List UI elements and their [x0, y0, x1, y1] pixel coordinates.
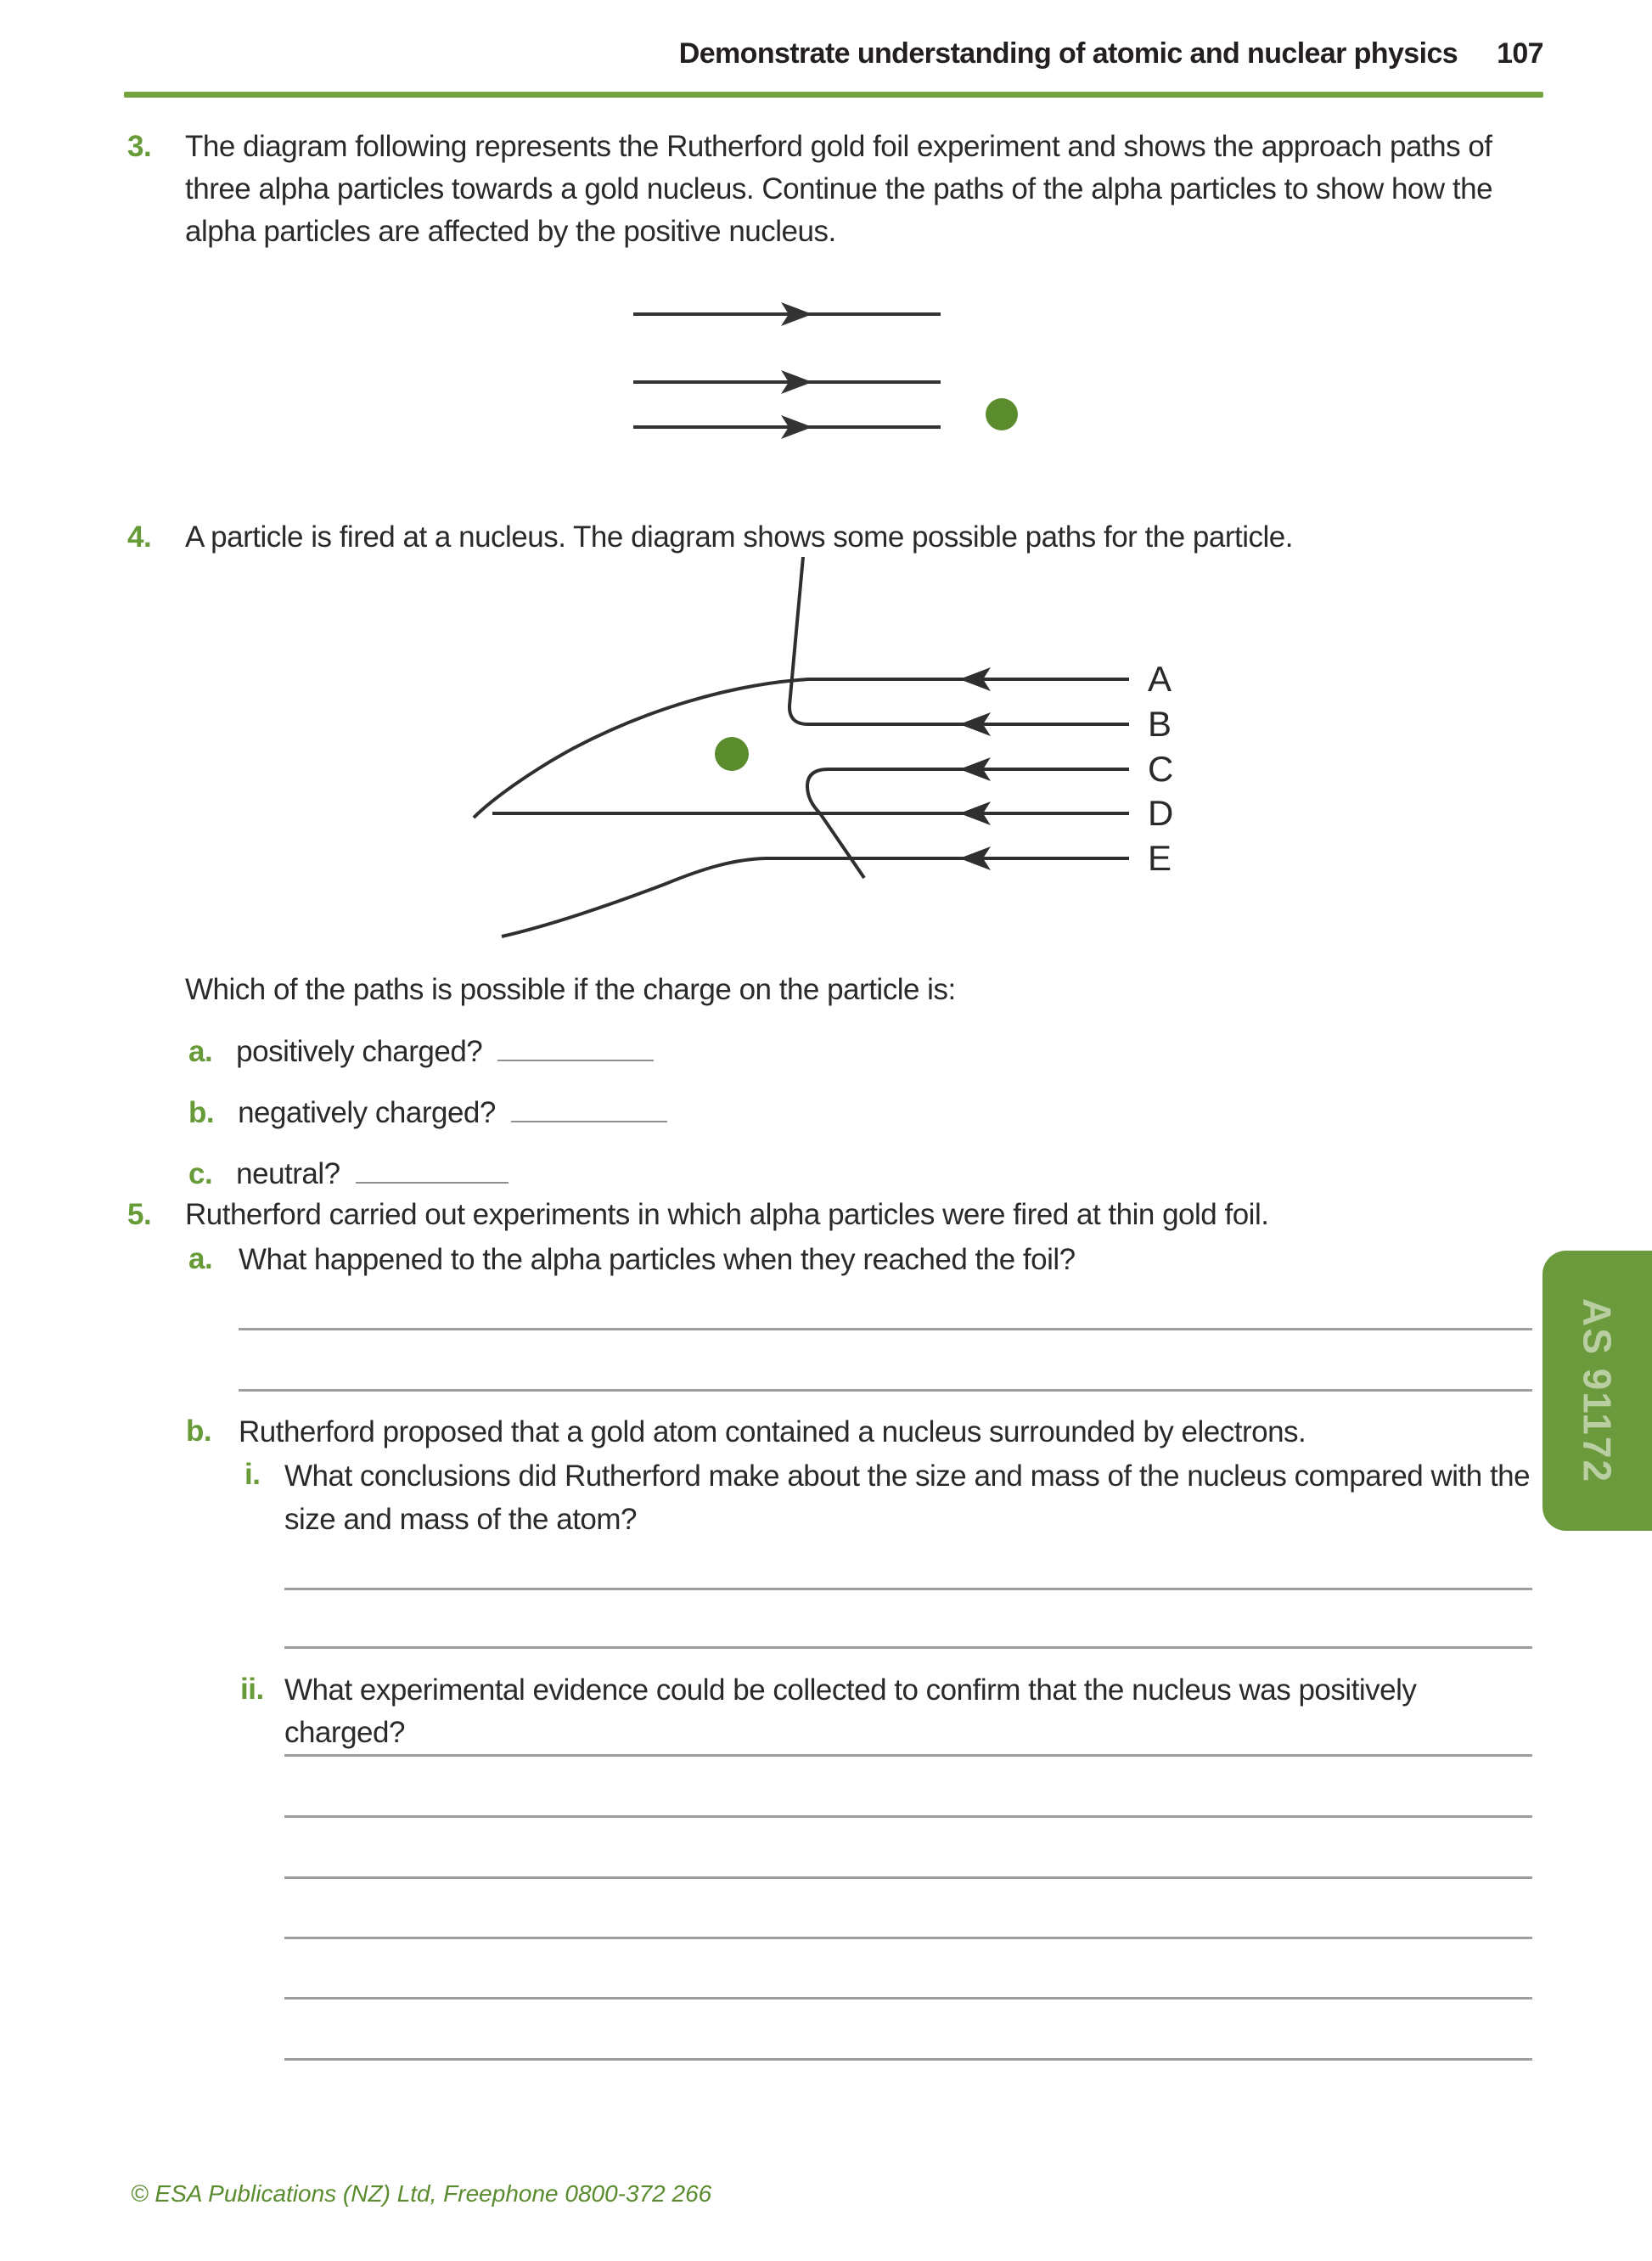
q4-item-b-answer-blank[interactable] [511, 1092, 667, 1122]
header-rule [124, 92, 1543, 98]
path-label-e: E [1148, 838, 1172, 878]
path-label-c: C [1148, 749, 1173, 789]
particle-path-e [502, 858, 1129, 936]
q5bii-answer-line[interactable] [284, 1815, 1532, 1818]
q5a-answer-line[interactable] [239, 1328, 1532, 1330]
q5bi-text: What conclusions did Rutherford make about the size and mass of the nucleus compared with the size and mass of the atom? [284, 1460, 1531, 1536]
q5bii-answer-line[interactable] [284, 1754, 1532, 1757]
q5-text: Rutherford carried out experiments in which alpha particles were fired at thin gold foil. [185, 1198, 1269, 1231]
q4-item-c-label: c. [188, 1157, 213, 1190]
q4-item-b-label: b. [188, 1096, 215, 1129]
page-header [679, 37, 1543, 70]
q5a-answer-line[interactable] [239, 1389, 1532, 1392]
q5bii-answer-line[interactable] [284, 1997, 1532, 1999]
path-label-d: D [1148, 793, 1173, 833]
q4-subprompt: Which of the paths is possible if the charge on the particle is: [185, 973, 956, 1006]
q4-item-a-answer-blank[interactable] [497, 1031, 654, 1061]
path-label-a: A [1148, 659, 1172, 699]
q4-item-a-label: a. [188, 1035, 213, 1068]
q5bi-answer-line[interactable] [284, 1646, 1532, 1649]
standard-tab [1542, 1251, 1652, 1531]
q4-item-a-text: positively charged? [236, 1035, 483, 1068]
q5-number: 5. [127, 1198, 152, 1231]
q4-item-a [188, 1031, 654, 1073]
path-label-b: B [1148, 704, 1172, 744]
footer-imprint: © ESA Publications (NZ) Ltd, Freephone 0800-372 266 [131, 2180, 712, 2207]
page-title: Demonstrate understanding of atomic and nuclear physics [678, 37, 1458, 70]
q5b-label: b. [186, 1415, 212, 1448]
particle-path-a [474, 679, 1129, 818]
q5bii-answer-line[interactable] [284, 1876, 1532, 1879]
q4-item-c-answer-blank[interactable] [356, 1153, 509, 1184]
nucleus-dot [715, 737, 749, 771]
q4-number: 4. [127, 520, 152, 554]
q5bii-answer-line[interactable] [284, 1937, 1532, 1939]
q3-number: 3. [127, 130, 152, 163]
gold-nucleus-dot [986, 398, 1018, 430]
page-number: 107 [1497, 37, 1543, 70]
q5bii-answer-line[interactable] [284, 2058, 1532, 2061]
q4-text: A particle is fired at a nucleus. The diagram shows some possible paths for the particle. [185, 520, 1293, 554]
q5a-text: What happened to the alpha particles when they reached the foil? [239, 1243, 1076, 1276]
particle-path-b [789, 557, 1129, 724]
standard-tab-label: AS 91172 [1575, 1297, 1620, 1484]
q5b-text: Rutherford proposed that a gold atom contained a nucleus surrounded by electrons. [239, 1415, 1306, 1448]
q5a-label: a. [188, 1242, 213, 1275]
q4-item-b [188, 1092, 667, 1134]
q4-diagram [441, 548, 1205, 985]
q3-diagram [594, 289, 1036, 458]
q5bi-label: i. [244, 1458, 261, 1491]
q5bii-text: What experimental evidence could be collected to confirm that the nucleus was positively charged? [284, 1673, 1417, 1749]
q3-text: The diagram following represents the Rutherford gold foil experiment and shows the approach paths of three alpha particles towards a gold nucleus. Continue the paths of the alpha particles to show how the alpha particles are affected by the positive nucleus. [185, 130, 1493, 248]
q5bii-label: ii. [240, 1673, 264, 1706]
q4-item-c [188, 1153, 509, 1195]
q5bi-answer-line[interactable] [284, 1588, 1532, 1590]
q4-item-b-text: negatively charged? [238, 1096, 496, 1129]
q4-item-c-text: neutral? [236, 1157, 340, 1190]
